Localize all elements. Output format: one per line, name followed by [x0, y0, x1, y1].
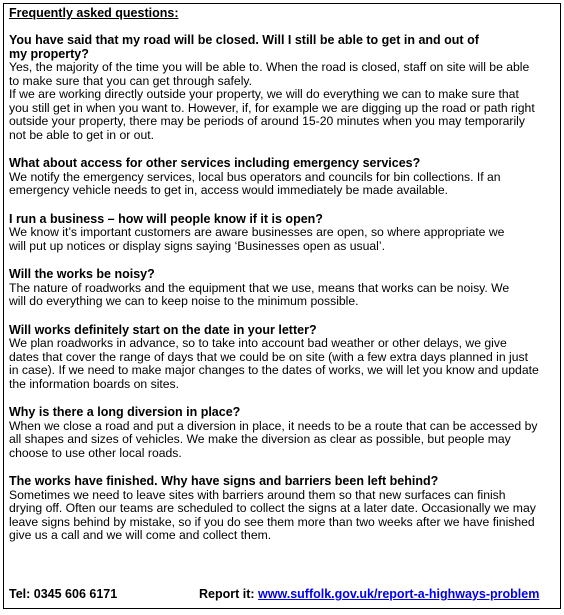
faq-question: Will the works be noisy?: [9, 267, 155, 281]
faq-question: Why is there a long diversion in place?: [9, 405, 241, 419]
faq-answer: The nature of roadworks and the equipment that we use, means that works can be noisy. We will do everything we can to keep noise to the minimum possible.: [9, 280, 510, 308]
faq-page: [3, 3, 561, 609]
faq-item: [9, 157, 555, 198]
faq-heading: Frequently asked questions:: [9, 6, 179, 20]
contact-footer: [9, 587, 539, 602]
report-it-label: Report it:: [199, 587, 259, 601]
faq-answer: We plan roadworks in advance, so to take into account bad weather or other delays, we give dates that cover the range of days that we could be on site (with a few extra days planned in just in case). If we need to make major changes to the dates of works, we will let you know and update the information boards on sites.: [9, 336, 539, 391]
telephone-number: Tel: 0345 606 6171: [9, 587, 118, 601]
faq-item: [9, 475, 555, 543]
faq-answer: When we close a road and put a diversion in place, it needs to be a route that can be accessed by all shapes and sizes of vehicles. We make the diversion as clear as possible, but people may choose to use other local roads.: [9, 418, 538, 460]
faq-item: [9, 268, 555, 309]
faq-question: The works have finished. Why have signs and barriers been left behind?: [9, 474, 439, 488]
faq-question: I run a business – how will people know if it is open?: [9, 211, 323, 226]
faq-item: [9, 213, 555, 254]
faq-question: You have said that my road will be closed. Will I still be able to get in and out of my property?: [9, 33, 479, 61]
faq-item: [9, 406, 555, 460]
faq-answer: We notify the emergency services, local bus operators and councils for bin collections. If an emergency vehicle needs to get in, access would immediately be made available.: [9, 169, 501, 197]
faq-answer: Yes, the majority of the time you will be able to. When the road is closed, staff on site will be able to make sure that you can get through safely. If we are working directly outside your property, we will do everything we can to make sure that you still get in when you want to. However, if, for example we are digging up the road or path right outside your property, there may be periods of around 15-20 minutes when you may temporarily not be able to get in or out.: [9, 60, 535, 142]
faq-answer: We know it’s important customers are aware businesses are open, so where appropriate we will put up notices or display signs saying ‘Businesses open as usual’.: [9, 225, 505, 253]
report-highways-problem-link[interactable]: www.suffolk.gov.uk/report-a-highways-problem: [258, 587, 540, 601]
faq-question: Will works definitely start on the date in your letter?: [9, 322, 317, 337]
faq-answer: Sometimes we need to leave sites with barriers around them so that new surfaces can finish drying off. Often our teams are scheduled to collect the signs at a later date. Occasionally we may leave signs behind by mistake, so if you do see them more than two weeks after we have finished give us a call and we will come and collect them.: [9, 487, 536, 542]
faq-item: [9, 324, 555, 392]
faq-item: [9, 34, 555, 142]
faq-question: What about access for other services including emergency services?: [9, 156, 421, 170]
